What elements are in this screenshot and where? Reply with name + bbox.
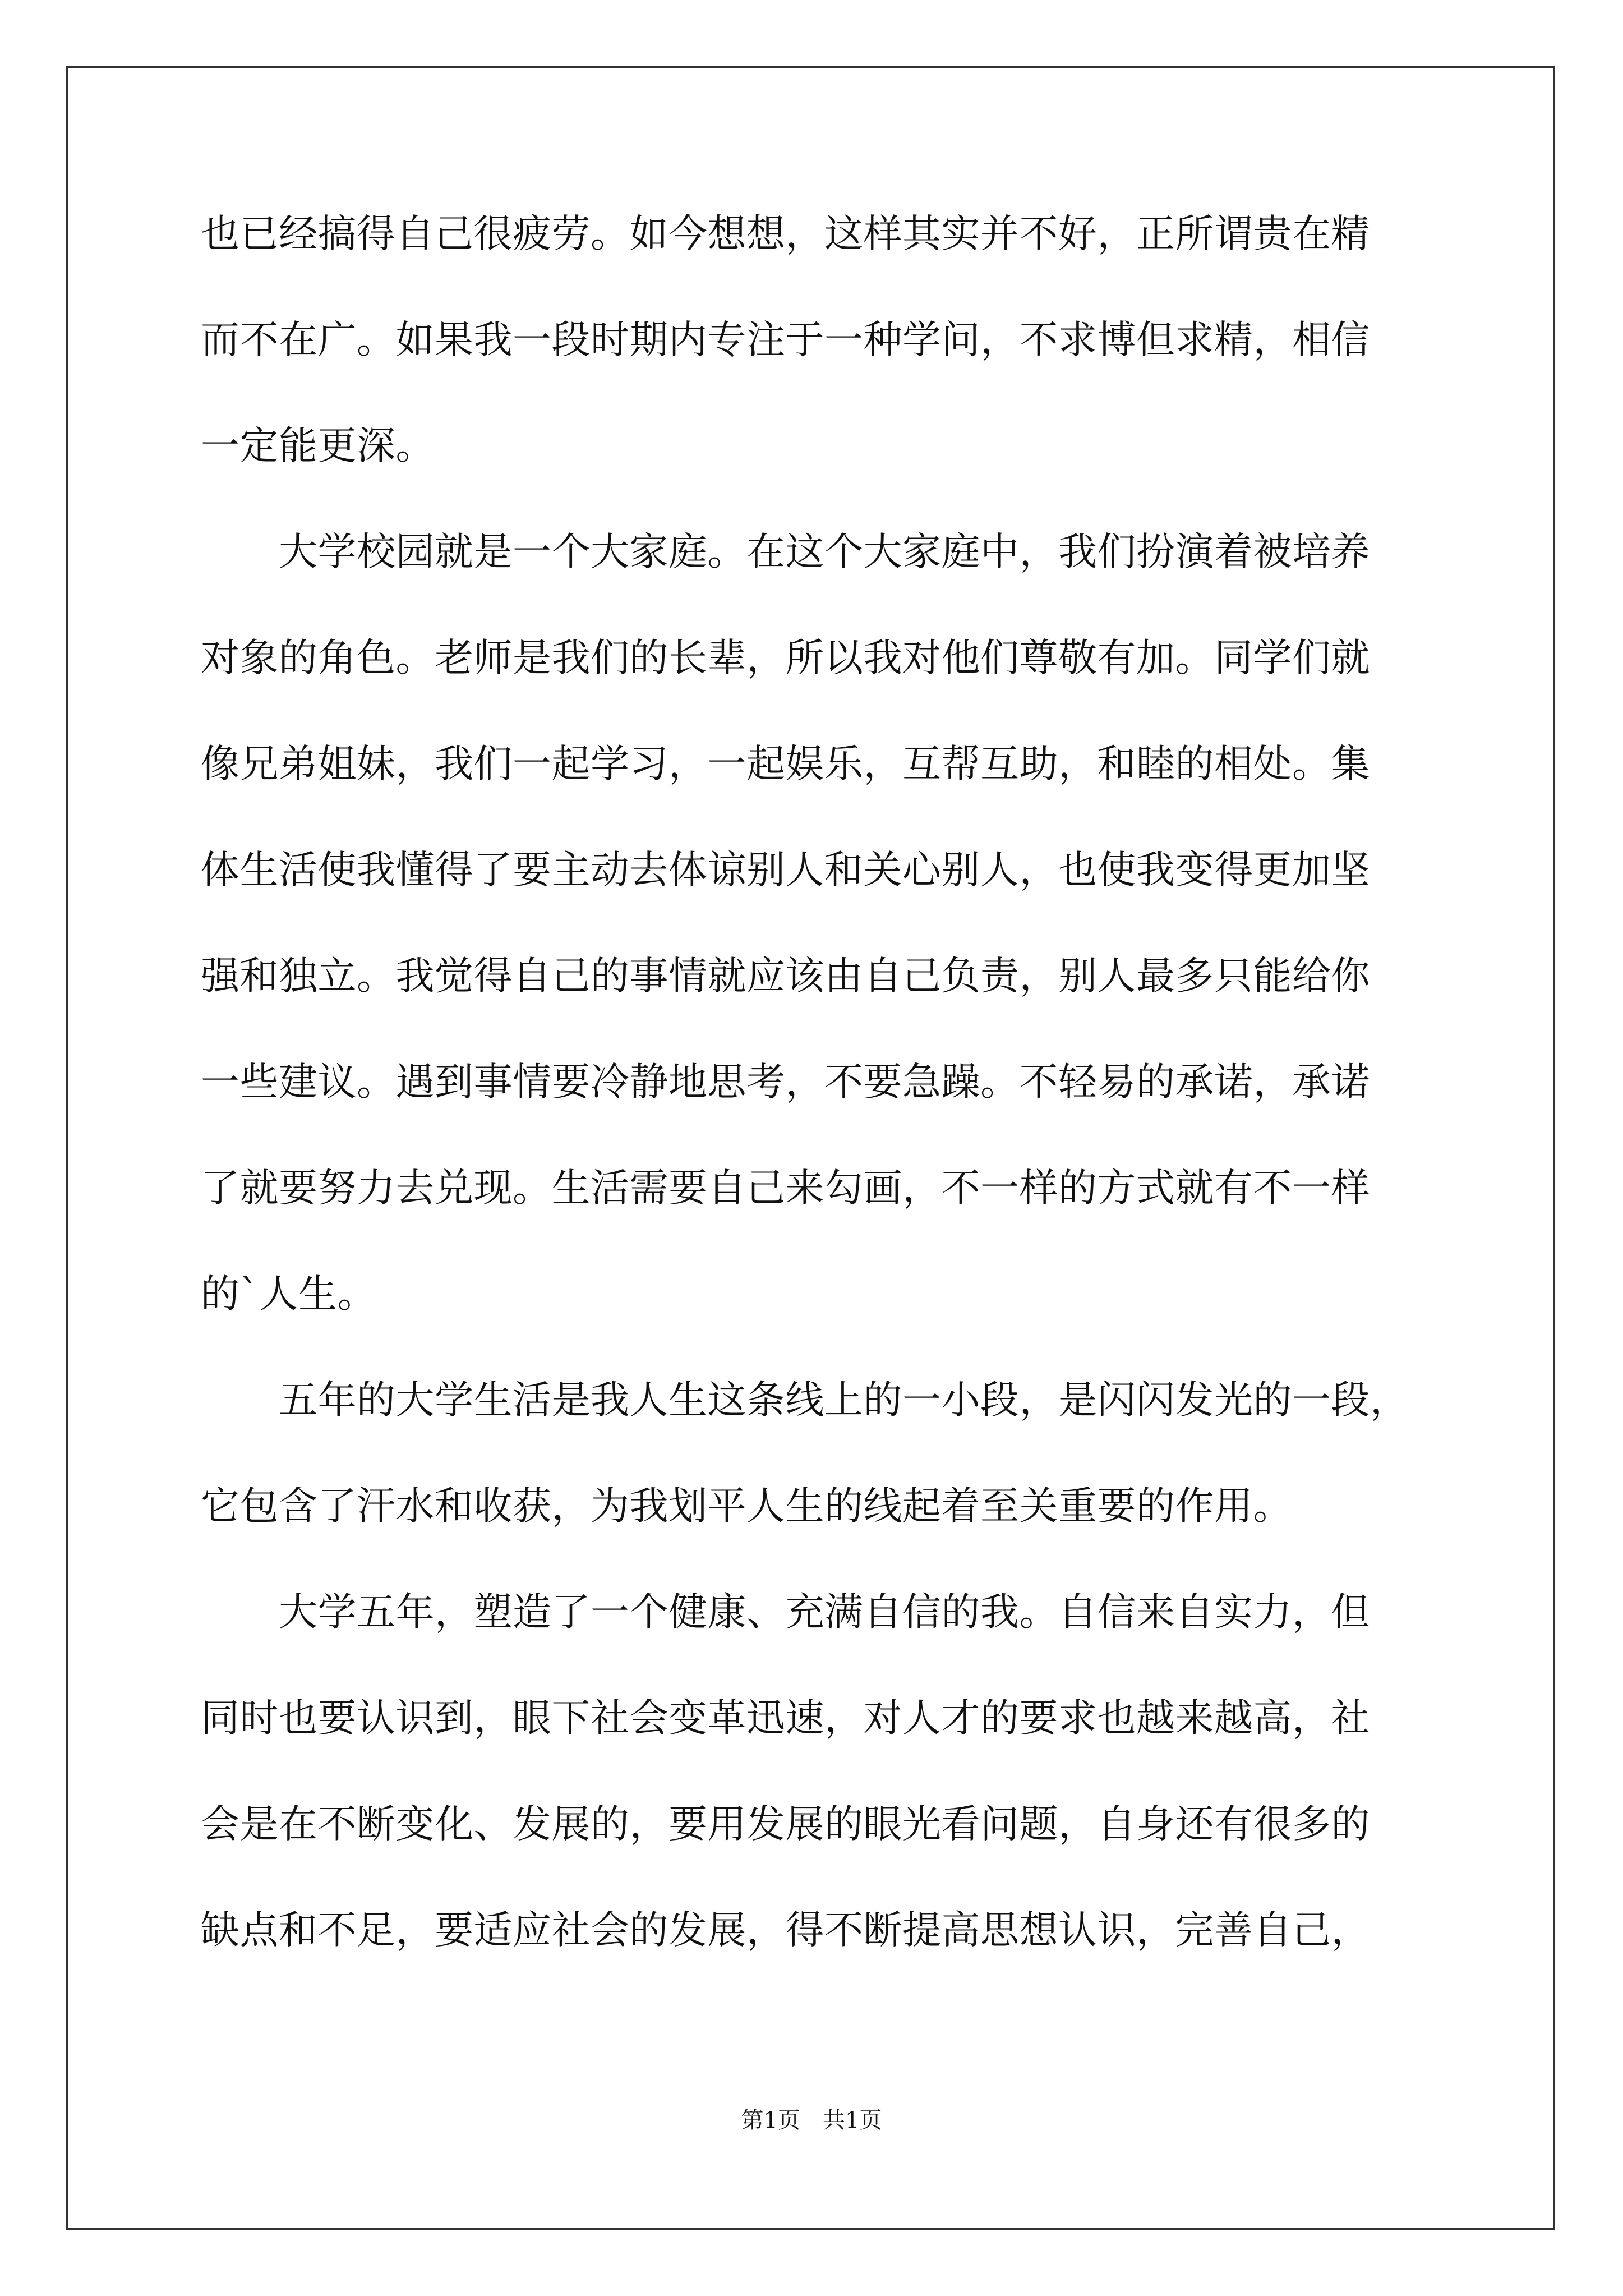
text-line: 对象的角色。老师是我们的长辈，所以我对他们尊敬有加。同学们就 — [201, 636, 1370, 680]
text-line: 大学校园就是一个大家庭。在这个大家庭中，我们扮演着被培养 — [201, 530, 1370, 574]
page-number-footer: 第1页 共1页 — [741, 2108, 882, 2133]
text-line: 一定能更深。 — [201, 424, 435, 468]
text-line: 五年的大学生活是我人生这条线上的一小段，是闪闪发光的一段， — [201, 1378, 1409, 1423]
text-line: 大学五年，塑造了一个健康、充满自信的我。自信来自实力，但 — [201, 1590, 1370, 1635]
text-line: 像兄弟姐妹，我们一起学习，一起娱乐，互帮互助，和睦的相处。集 — [201, 742, 1370, 786]
text-line: 缺点和不足，要适应社会的发展，得不断提高思想认识，完善自己， — [201, 1908, 1370, 1953]
text-line: 会是在不断变化、发展的，要用发展的眼光看问题，自身还有很多的 — [201, 1802, 1370, 1847]
text-line: 了就要努力去兑现。生活需要自己来勾画，不一样的方式就有不一样 — [201, 1166, 1370, 1211]
text-line: 体生活使我懂得了要主动去体谅别人和关心别人，也使我变得更加坚 — [201, 848, 1370, 892]
text-line: 而不在广。如果我一段时期内专注于一种学问，不求博但求精，相信 — [201, 318, 1370, 362]
text-line: 一些建议。遇到事情要冷静地思考，不要急躁。不轻易的承诺，承诺 — [201, 1060, 1370, 1105]
document-body — [201, 211, 1435, 2017]
text-line: 也已经搞得自己很疲劳。如今想想，这样其实并不好，正所谓贵在精 — [201, 211, 1370, 256]
text-line: 它包含了汗水和收获，为我划平人生的线起着至关重要的作用。 — [201, 1484, 1292, 1529]
text-line: 强和独立。我觉得自己的事情就应该由自己负责，别人最多只能给你 — [201, 954, 1370, 999]
text-line: 的`人生。 — [201, 1272, 376, 1317]
text-line: 同时也要认识到，眼下社会变革迅速，对人才的要求也越来越高，社 — [201, 1696, 1370, 1741]
